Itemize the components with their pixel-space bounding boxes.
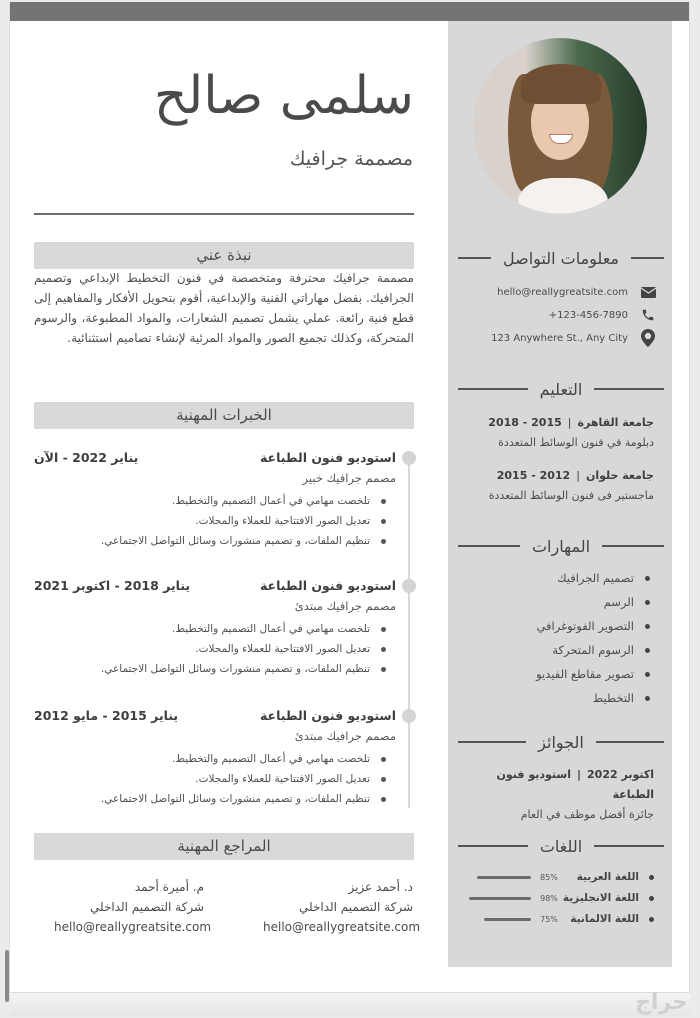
- page-bottom-strip: [10, 992, 690, 1016]
- job-role: مصمم جرافيك مبتدئ: [294, 729, 396, 743]
- job-duty: تعديل الصور الافتتاحية للعملاء والمجلات.: [34, 769, 388, 789]
- reference-name: د. أحمد عزيز: [348, 880, 413, 894]
- envelope-icon: [640, 284, 656, 300]
- education-school: جامعة حلوان: [585, 469, 654, 482]
- education-entry: جامعة حلوان|2012 - 2015 ماجستير فى فنون الوسائط المتعددة: [458, 466, 654, 506]
- job-role: مصمم جرافيك مبتدئ: [294, 599, 396, 613]
- contact-phone: +123-456-7890: [548, 309, 628, 321]
- language-bar: [468, 918, 531, 921]
- skills-list: [458, 566, 652, 710]
- candidate-name: سلمى صالح: [153, 66, 414, 126]
- education-degree: دبلومة في فنون الوسائط المتعددة: [498, 436, 654, 449]
- timeline-line: [408, 458, 410, 808]
- profile-photo: [473, 38, 647, 214]
- contact-address-row: [458, 330, 656, 346]
- job-duty: تنظيم الملفات، و تصميم منشورات وسائل التواصل الاجتماعي.: [34, 789, 388, 809]
- job-duty: تلخصت مهامي في أعمال التصميم والتخطيط.: [34, 749, 388, 769]
- job-company: استوديو فنون الطباعة: [259, 578, 396, 593]
- award-org: استوديو فنون الطباعة: [496, 768, 654, 801]
- job-duty: تلخصت مهامي في أعمال التصميم والتخطيط.: [34, 619, 388, 639]
- skill-item: الرسم: [458, 590, 652, 614]
- skill-item: التصوير الفوتوغرافي: [458, 614, 652, 638]
- job-duty: تنظيم الملفات، و تصميم منشورات وسائل التواصل الاجتماعي.: [34, 659, 388, 679]
- awards-section-header: [458, 732, 664, 752]
- reference-entry: [54, 877, 212, 937]
- language-percent: 85%: [540, 872, 558, 882]
- timeline-dot: [402, 451, 416, 465]
- scrollbar[interactable]: [5, 950, 9, 1002]
- language-name: اللغة العربية: [576, 871, 639, 883]
- location-pin-icon: [640, 330, 656, 346]
- contact-phone-row: [458, 307, 656, 323]
- reference-company: شركة التصميم الداخلي: [89, 900, 204, 914]
- job-entry: [34, 708, 396, 809]
- job-duty: تعديل الصور الافتتاحية للعملاء والمجلات.: [34, 511, 388, 531]
- award-name: جائزة أفضل موظف في العام: [520, 808, 654, 821]
- job-duties: [34, 491, 396, 551]
- education-degree: ماجستير فى فنون الوسائط المتعددة: [488, 489, 654, 502]
- education-years: 2012 - 2015: [496, 469, 571, 482]
- language-percent: 98%: [540, 893, 558, 903]
- watermark-logo: حراج: [635, 990, 688, 1015]
- top-bar: [10, 2, 689, 21]
- reference-email[interactable]: hello@reallygreatsite.com: [54, 920, 212, 934]
- education-entry: جامعة القاهرة|2015 - 2018 دبلومة في فنون الوسائط المتعددة: [458, 413, 654, 453]
- language-bar: [468, 876, 531, 879]
- job-dates: يناير 2022 - الآن: [34, 450, 139, 465]
- job-company: استوديو فنون الطباعة: [259, 708, 396, 723]
- job-company: استوديو فنون الطباعة: [259, 450, 396, 465]
- job-duty: تنظيم الملفات، و تصميم منشورات وسائل التواصل الاجتماعي.: [34, 531, 388, 551]
- awards-title: الجوائز: [538, 732, 584, 752]
- award-date: اكتوبر 2022: [587, 768, 654, 781]
- languages-title: اللغات: [539, 836, 583, 856]
- job-duties: [34, 619, 396, 679]
- contact-section-header: [458, 248, 664, 268]
- skill-item: تصميم الجرافيك: [458, 566, 652, 590]
- candidate-job-title: مصممة جرافيك: [289, 148, 413, 170]
- skill-item: التخطيط: [458, 686, 652, 710]
- experience-section-header: الخبرات المهنية: [34, 402, 414, 429]
- language-row: [468, 909, 654, 929]
- language-percent: 75%: [540, 914, 558, 924]
- timeline-dot: [402, 579, 416, 593]
- language-bar: [468, 897, 531, 900]
- about-section-header: نبذة عني: [34, 242, 414, 269]
- language-name: اللغة الانجليزية: [562, 892, 639, 904]
- phone-icon: [640, 307, 656, 323]
- skills-title: المهارات: [531, 536, 591, 556]
- job-role: مصمم جرافيك خبير: [302, 471, 396, 485]
- job-dates: يناير 2018 - اكتوبر 2021: [34, 578, 191, 593]
- reference-entry: [263, 877, 421, 937]
- timeline-dot: [402, 709, 416, 723]
- award-entry: اكتوبر 2022|استوديو فنون الطباعة جائزة أفضل موظف في العام: [458, 765, 654, 825]
- job-duty: تعديل الصور الافتتاحية للعملاء والمجلات.: [34, 639, 388, 659]
- job-duties: [34, 749, 396, 809]
- skill-item: الرسوم المتحركة: [458, 638, 652, 662]
- language-name: اللغة الالمانية: [570, 913, 639, 925]
- education-years: 2015 - 2018: [488, 416, 562, 429]
- about-text: مصممة جرافيك محترفة ومتخصصة في فنون التخطيط الإبداعي وتصميم الجرافيك. بفضل مهاراتي الفنية والإبداعية، أقوم بتحويل الأفكار والمفاهيم إلى قطع فنية رائعة. عملي يشمل تصميم الشعارات، والمواد المطبوعة، والرسوم المتحركة، وكذلك تجميع الصور والمواد المرئية لإنشاء تصاميم استثنائية.: [34, 271, 414, 345]
- reference-email[interactable]: hello@reallygreatsite.com: [263, 920, 421, 934]
- language-row: [468, 888, 654, 908]
- contact-title: معلومات التواصل: [502, 248, 619, 268]
- job-dates: يناير 2015 - مايو 2012: [34, 708, 179, 723]
- language-row: [468, 867, 654, 887]
- skill-item: تصوير مقاطع الفيديو: [458, 662, 652, 686]
- contact-address: 123 Anywhere St., Any City: [491, 332, 628, 344]
- education-section-header: [458, 379, 664, 399]
- job-entry: [34, 578, 396, 679]
- reference-name: م. أميرة أحمد: [134, 880, 204, 894]
- contact-email[interactable]: hello@reallygreatsite.com: [497, 286, 628, 298]
- job-entry: [34, 450, 396, 551]
- references-section-header: المراجع المهنية: [34, 833, 414, 860]
- languages-section-header: [458, 836, 664, 856]
- reference-company: شركة التصميم الداخلي: [298, 900, 413, 914]
- header-divider: [34, 213, 414, 215]
- education-title: التعليم: [539, 379, 583, 399]
- skills-section-header: [458, 536, 664, 556]
- job-duty: تلخصت مهامي في أعمال التصميم والتخطيط.: [34, 491, 388, 511]
- education-school: جامعة القاهرة: [577, 416, 654, 429]
- contact-email-row: [458, 284, 656, 300]
